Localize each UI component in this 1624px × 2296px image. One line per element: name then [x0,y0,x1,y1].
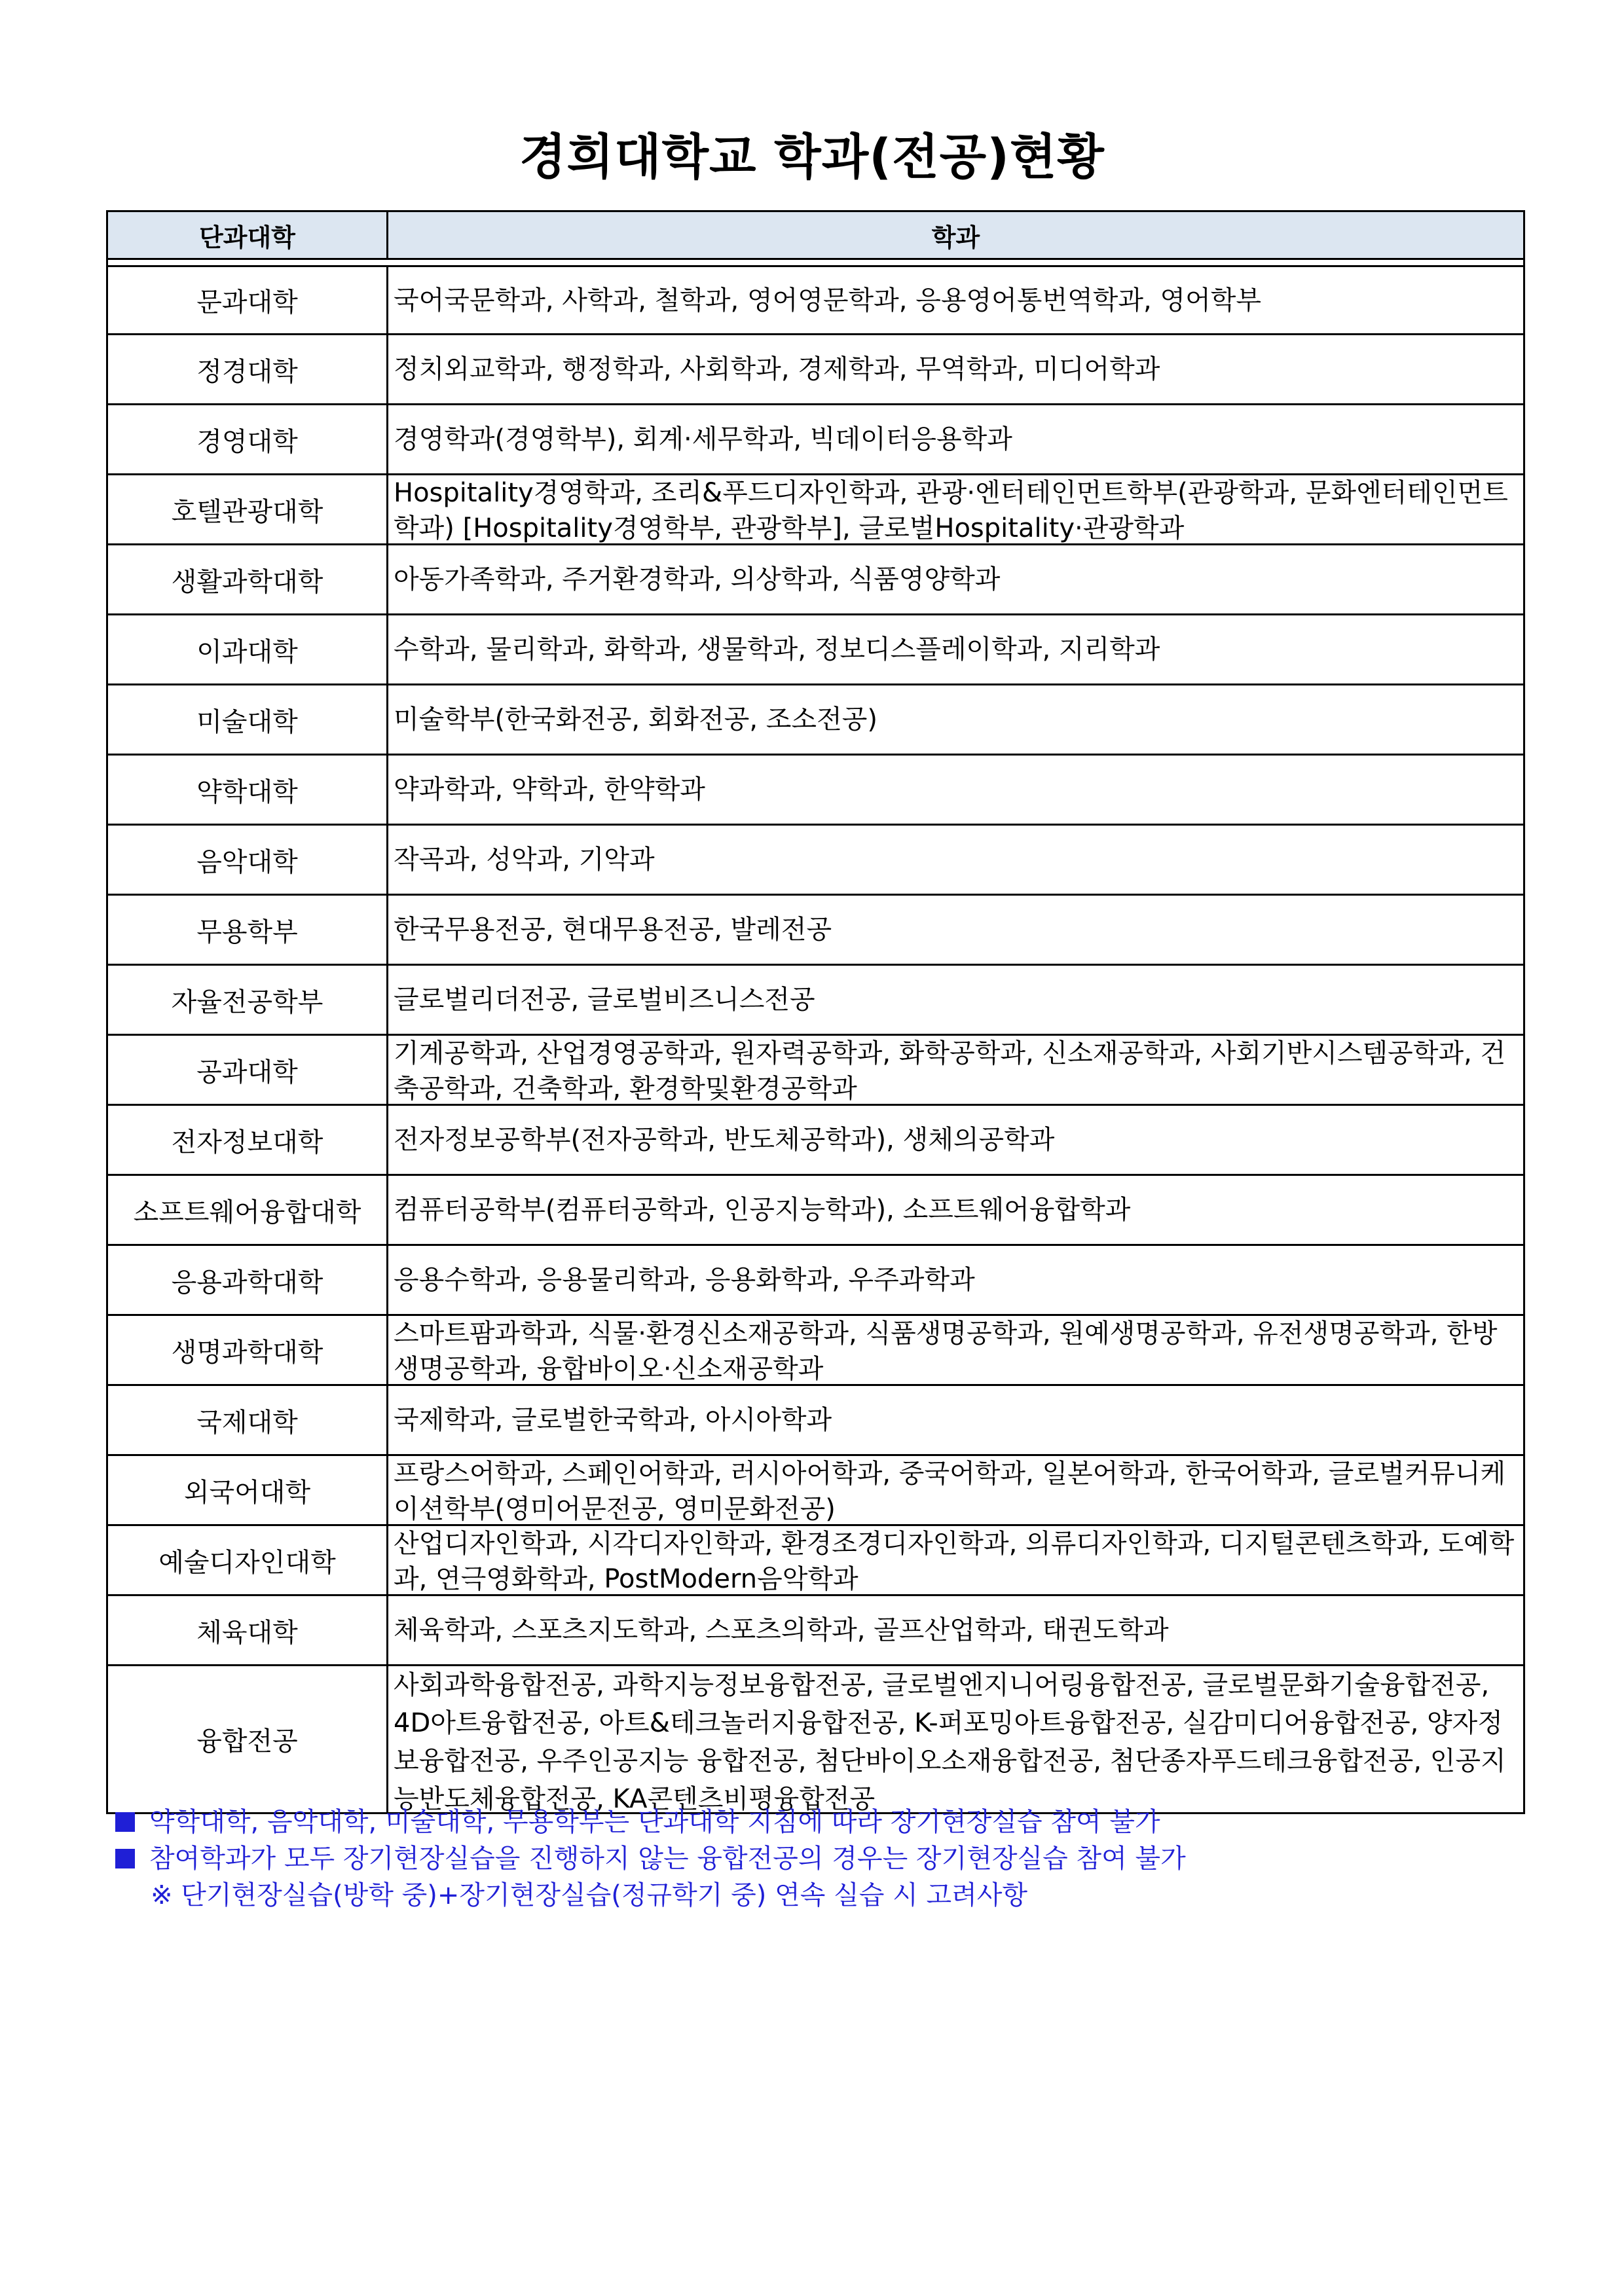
college-cell: 국제대학 [108,1386,388,1454]
departments-cell: 스마트팜과학과, 식물·환경신소재공학과, 식품생명공학과, 원예생명공학과, 유전생명공학과, 한방생명공학과, 융합바이오·신소재공학과 [394,1319,1498,1384]
note-item [111,1877,1552,1914]
college-cell: 소프트웨어융합대학 [108,1176,388,1244]
table-row [106,335,1525,405]
college-cell: 정경대학 [108,335,388,403]
departments-cell: 한국무용전공, 현대무용전공, 발레전공 [394,915,832,945]
departments-cell: 산업디자인학과, 시각디자인학과, 환경조경디자인학과, 의류디자인학과, 디지털콘텐츠학과, 도예학과, 연극영화학과, PostModern음악학과 [394,1529,1515,1594]
table-row [106,615,1525,685]
table-row [106,896,1525,966]
departments-cell: 수학과, 물리학과, 화학과, 생물학과, 정보디스플레이학과, 지리학과 [394,634,1160,665]
table-row [106,545,1525,615]
college-cell: 공과대학 [108,1036,388,1104]
page-title: 경희대학교 학과(전공)현황 [519,129,1105,185]
departments-cell: 경영학과(경영학부), 회계·세무학과, 빅데이터응용학과 [394,424,1012,454]
note-text: ※ 단기현장실습(방학 중)+장기현장실습(정규학기 중) 연속 실습 시 고려사항 [151,1880,1028,1910]
table-row [106,1106,1525,1176]
departments-cell: 체육학과, 스포츠지도학과, 스포츠의학과, 골프산업학과, 태권도학과 [394,1615,1169,1645]
departments-cell: 정치외교학과, 행정학과, 사회학과, 경제학과, 무역학과, 미디어학과 [394,354,1160,384]
college-cell: 체육대학 [108,1596,388,1664]
college-cell: 융합전공 [108,1666,388,1812]
table-row [106,826,1525,896]
departments-cell: 사회과학융합전공, 과학지능정보융합전공, 글로벌엔지니어링융합전공, 글로벌문화기술융합전공, 4D아트융합전공, 아트&테크놀러지융합전공, K-퍼포밍아트융합전공, 실감미디어융합전공, 양자정보융합전공, 우주인공지능 융합전공, 첨단바이오소재융합전공, 첨단종자푸드테크융합전공, 인공지능반도체융합전공, KA콘텐츠비평융합전공 [394,1670,1506,1812]
table-row [106,1316,1525,1386]
table-body [106,265,1525,1814]
note-text: 약학대학, 음악대학, 미술대학, 무용학부는 단과대학 지침에 따라 장기현장실습 참여 불가 [149,1807,1160,1837]
table-header [106,210,1525,260]
college-cell: 미술대학 [108,685,388,754]
table-row [106,265,1525,335]
departments-cell: 기계공학과, 산업경영공학과, 원자력공학과, 화학공학과, 신소재공학과, 사회기반시스템공학과, 건축공학과, 건축학과, 환경학및환경공학과 [394,1038,1506,1104]
college-cell: 응용과학대학 [108,1246,388,1314]
table-row [106,405,1525,475]
header-college: 단과대학 [108,212,388,258]
table-row [106,756,1525,826]
departments-cell: 글로벌리더전공, 글로벌비즈니스전공 [394,985,815,1015]
departments-cell: 작곡과, 성악과, 기악과 [394,845,655,875]
header-gap [106,260,1525,265]
college-cell: 생활과학대학 [108,545,388,613]
college-cell: 호텔관광대학 [108,475,388,543]
departments-cell: 응용수학과, 응용물리학과, 응용화학과, 우주과학과 [394,1265,975,1295]
table-row [106,1456,1525,1526]
college-cell: 예술디자인대학 [108,1526,388,1594]
table-row [106,1176,1525,1246]
college-cell: 경영대학 [108,405,388,473]
note-item [111,1804,1552,1840]
college-cell: 자율전공학부 [108,966,388,1034]
blue-square-bullet-icon [115,1812,135,1832]
header-departments: 학과 [931,223,980,252]
departments-cell: 국어국문학과, 사학과, 철학과, 영어영문학과, 응용영어통번역학과, 영어학부 [394,285,1261,316]
college-cell: 생명과학대학 [108,1316,388,1384]
college-cell: 약학대학 [108,756,388,824]
table-row [106,685,1525,756]
table-row [106,1666,1525,1814]
note-text: 참여학과가 모두 장기현장실습을 진행하지 않는 융합전공의 경우는 장기현장실습 참여 불가 [149,1844,1186,1874]
college-cell: 외국어대학 [108,1456,388,1524]
departments-cell: 국제학과, 글로벌한국학과, 아시아학과 [394,1405,832,1435]
blue-square-bullet-icon [115,1849,135,1868]
departments-cell: 약과학과, 약학과, 한약학과 [394,774,705,805]
table-row [106,1246,1525,1316]
departments-cell: 프랑스어학과, 스페인어학과, 러시아어학과, 중국어학과, 일본어학과, 한국어학과, 글로벌커뮤니케이션학부(영미어문전공, 영미문화전공) [394,1459,1506,1524]
college-cell: 이과대학 [108,615,388,683]
college-cell: 무용학부 [108,896,388,964]
departments-cell: 컴퓨터공학부(컴퓨터공학과, 인공지능학과), 소프트웨어융합학과 [394,1195,1131,1225]
table-row [106,475,1525,545]
departments-cell: 미술학부(한국화전공, 회화전공, 조소전공) [394,704,877,735]
table-row [106,1526,1525,1596]
college-cell: 문과대학 [108,267,388,333]
department-table [106,210,1525,1814]
departments-cell: 아동가족학과, 주거환경학과, 의상학과, 식품영양학과 [394,564,1001,594]
departments-cell: 전자정보공학부(전자공학과, 반도체공학과), 생체의공학과 [394,1125,1055,1155]
table-row [106,966,1525,1036]
college-cell: 음악대학 [108,826,388,894]
departments-cell: Hospitality경영학과, 조리&푸드디자인학과, 관광·엔터테인먼트학부(관광학과, 문화엔터테인먼트학과) [Hospitality경영학부, 관광학부], 글로벌Hospitality·관광학과 [394,478,1508,543]
note-item [111,1840,1552,1877]
college-cell: 전자정보대학 [108,1106,388,1174]
table-row [106,1386,1525,1456]
notes [111,1804,1552,1914]
table-row [106,1596,1525,1666]
table-row [106,1036,1525,1106]
